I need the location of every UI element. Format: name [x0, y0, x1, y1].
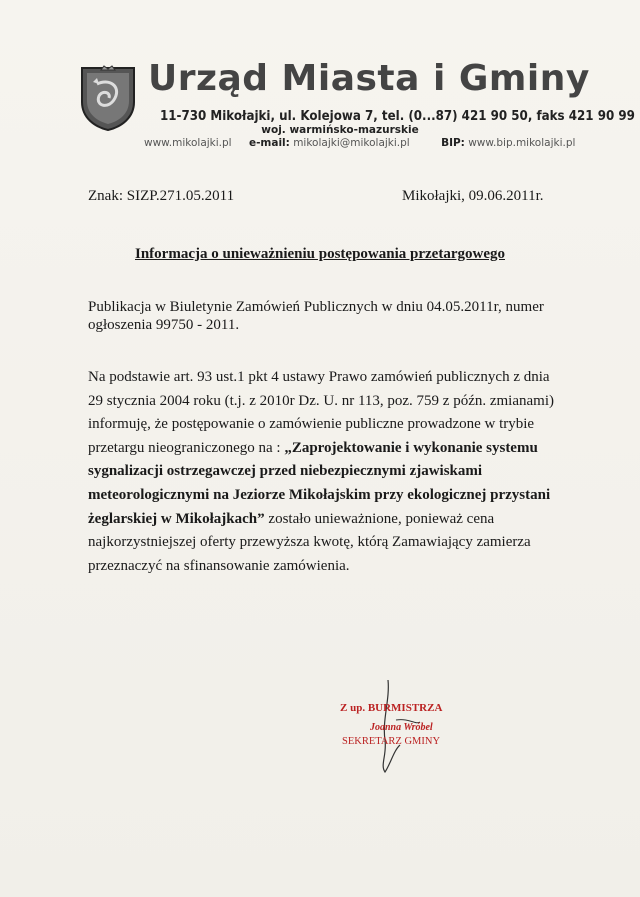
signature-position: SEKRETARZ GMINY	[342, 736, 441, 747]
document-title: Informacja o unieważnieniu postępowania przetargowego	[135, 246, 505, 262]
publication-note: Publikacja w Biuletynie Zamówień Publicznych w dniu 04.05.2011r, numer ogłoszenia 99750 - 2011.	[88, 299, 544, 333]
paragraph-outro: zostało unieważnione, ponieważ cena najkorzystniejszej oferty przewyższa kwotę, którą Zamawiający zamierza przeznaczyć na sfinansowanie zamówienia.	[88, 510, 531, 574]
signature-line-1: Z up. BURMISTRZA	[340, 702, 443, 714]
org-address: 11-730 Mikołajki, ul. Kolejowa 7, tel. (0...87) 421 90 50, faks 421 90 99	[160, 108, 635, 124]
signature-name: Joanna Wróbel	[370, 722, 433, 733]
coat-of-arms-icon	[79, 64, 137, 132]
reference-number: Znak: SIZP.271.05.2011	[88, 188, 235, 204]
tender-subject: „Zaprojektowanie i wykonanie systemu sygnalizacji ostrzegawczej przed niebezpiecznymi zjawiskami meteorologicznymi na Jeziorze Mikołajskim przy ekologicznej przystani żeglarskiej w Mikołajkach”	[88, 439, 551, 527]
email-label: e-mail:	[248, 137, 290, 149]
website-link[interactable]: www.mikolajki.pl	[144, 137, 232, 149]
email-link[interactable]: mikolajki@mikolajki.pl	[293, 137, 410, 149]
main-paragraph	[88, 366, 568, 578]
paragraph-intro: Na podstawie art. 93 ust.1 pkt 4 ustawy Prawo zamówień publicznych z dnia 29 stycznia 2004 roku (t.j. z 2010r Dz. U. nr 113, poz. 759 z późn. zmianami) informuję, że postępowanie o zamówienie publiczne prowadzone w trybie przetargu nieograniczonego na :	[88, 369, 554, 456]
org-contacts	[144, 137, 603, 149]
bip-link[interactable]: www.bip.mikolajki.pl	[468, 137, 576, 149]
signature-stamp	[330, 680, 470, 780]
org-name: Urząd Miasta i Gminy	[148, 58, 590, 99]
bip-label: BIP:	[441, 137, 465, 149]
place-date: Mikołajki, 09.06.2011r.	[402, 188, 544, 204]
org-voivodeship: woj. warmińsko-mazurskie	[261, 124, 419, 136]
